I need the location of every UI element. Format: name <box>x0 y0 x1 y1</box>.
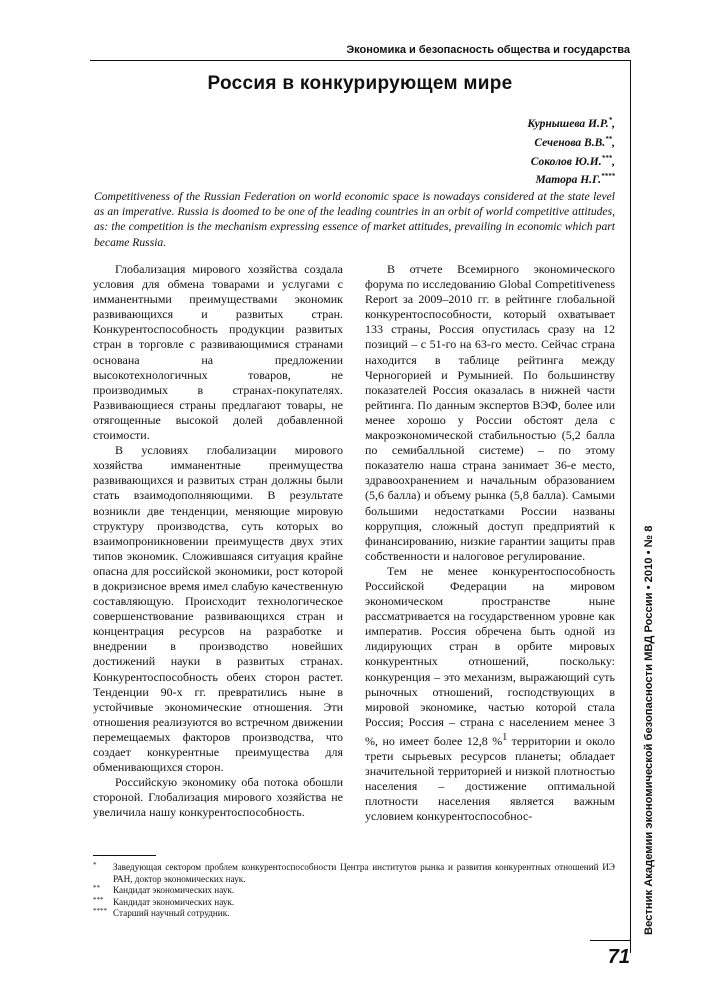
page-number-rule <box>590 940 630 941</box>
author: Матора Н.Г.**** <box>535 172 615 187</box>
footnote: ** Кандидат экономических наук. <box>93 884 235 896</box>
author: Сеченова В.В.**, <box>534 134 615 149</box>
paragraph: Тем не менее конкурентоспособность Российской Федерации на мировом экономическом пространстве ныне рассматривается на государственном уровне как императив. Россия обречена быть одной из лидирующих стран в орбите мировых конкурентных отношений, поскольку: конкуренция – это механизм, выражающий суть рыночных отношений, господствующих в мировой экономике, частью которой стала Россия; Россия – страна с населением менее 3 %, но имеет более 12,8 %$^1$ территории и около трети сырьевых ресурсов планеты; обладает значительной территорией и низкой плотностью населения – достижение оптимальной плотности населения является важным условием конкурентоспособнос- <box>365 563 615 824</box>
sidebar-rule <box>630 60 631 953</box>
paragraph: Российскую экономику оба потока обошли стороной. Глобализация мирового хозяйства не увеличила нашу конкурентоспособность. <box>93 775 343 820</box>
footnote: * Заведующая сектором проблем конкурентоспособности Центра институтов рынка и развития конкурентных отношений ИЭ РАН, доктор экономических наук. <box>93 861 615 884</box>
paragraph: В отчете Всемирного экономического форума по исследованию Global Competitiveness Report за 2009–2010 гг. в рейтинге глобальной конкурентоспособности, который охватывает 133 страны, Россия опустилась сразу на 12 позиций – с 51-го на 63-го место. Сейчас страна находится в таблице рейтинга между Черногорией и Румынией. По большинству показателей Россия оказалась в нижней части рейтинга. По данным экспертов ВЭФ, более или менее хорошо у России обстоят дела с макроэкономической стабильностью (5,2 балла по семибалльной системе) – по этому показателю наша страна занимает 36-е место, здравоохранением и начальным образованием (5,6 балла) и объему рынка (5,8 балла). Самыми большими недостатками России названы коррупция, сложный доступ предприятий к финансированию, низкие гарантии защиты прав собственности и налоговое регулирование. <box>365 262 615 563</box>
paragraph: В условиях глобализации мирового хозяйства иммaнентные преимущества развивающихся и развитых стран должны были стать взаимодополняющими. В результате возникли две тенденции, меняющие мировую структуру производства, суть которых во взаимопроникновении преимуществ двух этих типов экономик. Сложившаяся ситуация крайне опасна для российской экономики, рост которой в докризисное время имел слабую качественную составляющую. Происходит технологическое совершенствование развивающихся стран и концентрация ресурсов на разработке и внедрении в производство новейших достижений науки в развитых странах. Конкурентоспособность обеих сторон растет. Тенденции 90-х гг. превратились ныне в устойчивые экономические отношения. Эти отношения реализуются во встречном движении перемещаемых факторов производства, что создает конкурентные преимущества для обменивающихся сторон. <box>93 443 343 775</box>
running-head: Экономика и безопасность общества и государства <box>346 44 630 56</box>
footnote: *** Кандидат экономических наук. <box>93 895 235 907</box>
author: Курнышева И.Р.*, <box>527 116 615 130</box>
journal-sidebar: Вестник Академии экономической безопасности МВД России • 2010 • № 8 <box>643 525 655 935</box>
footnote-rule <box>93 855 156 856</box>
paragraph: Глобализация мирового хозяйства создала условия для обмена товарами и услугами с иммaнентными преимуществами экономик развивающихся и развитых стран. Конкурентоспособность продукции развитых стран в торговле с развивающимися странами основана на предложении высокотехнологичных товаров, не производимых в странах-покупателях. Развивающиеся страны предлагают товары, не отягощенные высокой долей добавленной стоимости. <box>93 262 343 443</box>
author: Соколов Ю.И.***, <box>530 153 615 168</box>
footnote: **** Старший научный сотрудник. <box>93 907 230 919</box>
footnote-ref: 1 <box>502 731 508 743</box>
author-list <box>527 113 615 188</box>
footnotes <box>93 862 615 920</box>
body-column-left <box>93 262 343 820</box>
header-rule <box>90 60 630 61</box>
article-title: Россия в конкурирующем мире <box>207 73 513 94</box>
body-column-right <box>365 262 615 824</box>
abstract: Competitiveness of the Russian Federation on world economic space is nowadays considered at the state level as an imperative. Russia is doomed to be one of the leading countries in an orbit of world competitive attitudes, as: the competition is the mechanism expressing essence of market attitudes, prevailing in economic which part became Russia. <box>94 190 615 249</box>
page-number: 71 <box>607 946 630 968</box>
